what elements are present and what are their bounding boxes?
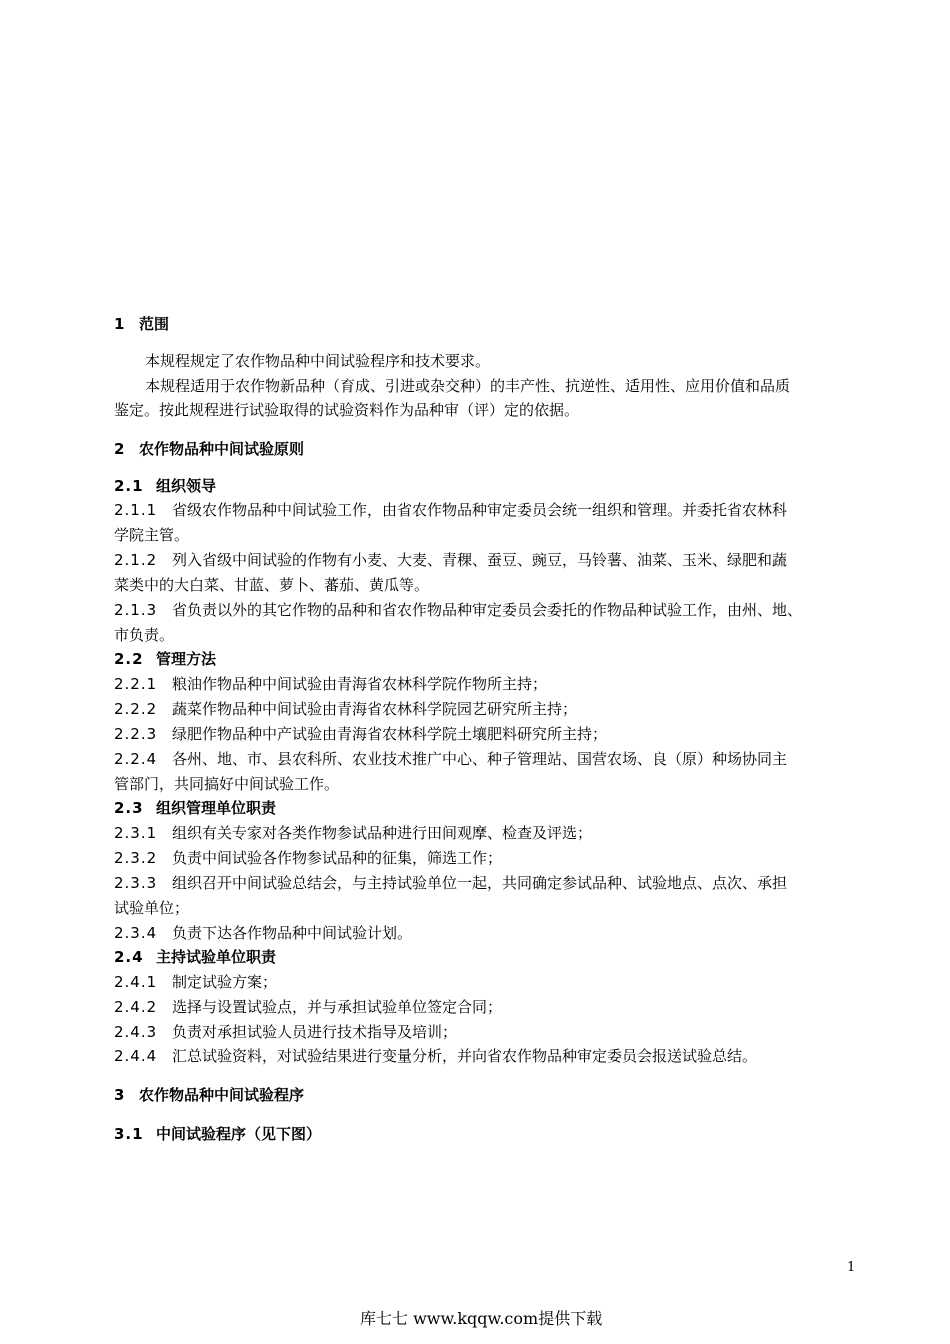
clause-text: 组织召开中间试验总结会，与主持试验单位一起，共同确定参试品种、试验地点、点次、承担 xyxy=(172,874,788,892)
clause-text: 鉴定。按此规程进行试验取得的试验资料作为品种审（评）定的依据。 xyxy=(114,401,580,419)
clause-text: 粮油作物品种中间试验由青海省农林科学院作物所主持； xyxy=(172,675,548,693)
clause-number: 2.2.3 xyxy=(114,725,158,743)
clause-text: 省负责以外的其它作物的品种和省农作物品种审定委员会委托的作物品种试验工作，由州、地、 xyxy=(172,601,803,619)
clause-text: 农作物品种中间试验程序 xyxy=(139,1086,305,1104)
clause-number: 2.3.3 xyxy=(114,874,158,892)
clause-text: 汇总试验资料，对试验结果进行变量分析，并向省农作物品种审定委员会报送试验总结。 xyxy=(172,1047,758,1065)
clause-text: 组织管理单位职责 xyxy=(156,799,277,817)
clause-text: 负责下达各作物品种中间试验计划。 xyxy=(172,924,413,942)
clause-text: 本规程规定了农作物品种中间试验程序和技术要求。 xyxy=(145,352,491,370)
clause-text: 试验单位； xyxy=(114,899,190,917)
clause-text: 市负责。 xyxy=(114,626,175,644)
clause-text: 学院主管。 xyxy=(114,526,190,544)
clause-number: 1 xyxy=(114,315,126,333)
clause-text: 本规程适用于农作物新品种（育成、引进或杂交种）的丰产性、抗逆性、适用性、应用价值和品质 xyxy=(145,377,791,395)
clause-text: 菜类中的大白菜、甘蓝、萝卜、蕃茄、黄瓜等。 xyxy=(114,576,430,594)
clause-number: 2.1.2 xyxy=(114,551,158,569)
clause-text: 各州、地、市、县农科所、农业技术推广中心、种子管理站、国营农场、良（原）种场协同主 xyxy=(172,750,788,768)
clause-text: 组织有关专家对各类作物参试品种进行田间观摩、检查及评选； xyxy=(172,824,593,842)
clause-number: 2.2.2 xyxy=(114,700,158,718)
clause-number: 2.4.2 xyxy=(114,998,158,1016)
clause-number: 3 xyxy=(114,1086,126,1104)
clause-text: 绿肥作物品种中产试验由青海省农林科学院土壤肥料研究所主持； xyxy=(172,725,608,743)
clause-number: 2.1.1 xyxy=(114,501,158,519)
clause-text: 农作物品种中间试验原则 xyxy=(139,440,305,458)
clause-text: 列入省级中间试验的作物有小麦、大麦、青稞、蚕豆、豌豆，马铃薯、油菜、玉米、绿肥和蔬 xyxy=(172,551,788,569)
clause-number: 3.1 xyxy=(114,1125,144,1143)
clause-number: 2.3.4 xyxy=(114,924,158,942)
clause-number: 2.2.4 xyxy=(114,750,158,768)
clause-text: 管部门，共同搞好中间试验工作。 xyxy=(114,775,340,793)
clause-text: 选择与设置试验点，并与承担试验单位签定合同； xyxy=(172,998,503,1016)
clause-number: 2.4.1 xyxy=(114,973,158,991)
clause-number: 2.1.3 xyxy=(114,601,158,619)
clause-text: 范围 xyxy=(139,315,170,333)
clause-number: 2.4.4 xyxy=(114,1047,158,1065)
clause-text: 管理方法 xyxy=(156,650,217,668)
clause-text: 省级农作物品种中间试验工作，由省农作物品种审定委员会统一组织和管理。并委托省农林科 xyxy=(172,501,788,519)
clause-text: 主持试验单位职责 xyxy=(156,948,277,966)
clause-text: 组织领导 xyxy=(156,477,217,495)
clause-text: 制定试验方案； xyxy=(172,973,278,991)
clause-number: 2.4 xyxy=(114,948,144,966)
clause-number: 2 xyxy=(114,440,126,458)
clause-text: 中间试验程序（见下图） xyxy=(156,1125,322,1143)
footer-watermark: 库七七 www.kqqw.com提供下载 xyxy=(360,1309,603,1328)
clause-number: 2.1 xyxy=(114,477,144,495)
clause-text: 负责中间试验各作物参试品种的征集，筛选工作； xyxy=(172,849,503,867)
page-number: 1 xyxy=(847,1260,856,1275)
clause-text: 蔬菜作物品种中间试验由青海省农林科学院园艺研究所主持； xyxy=(172,700,578,718)
clause-number: 2.3 xyxy=(114,799,144,817)
clause-number: 2.2.1 xyxy=(114,675,158,693)
clause-number: 2.3.1 xyxy=(114,824,158,842)
clause-number: 2.4.3 xyxy=(114,1023,158,1041)
clause-text: 负责对承担试验人员进行技术指导及培训； xyxy=(172,1023,458,1041)
clause-number: 2.3.2 xyxy=(114,849,158,867)
clause-number: 2.2 xyxy=(114,650,144,668)
